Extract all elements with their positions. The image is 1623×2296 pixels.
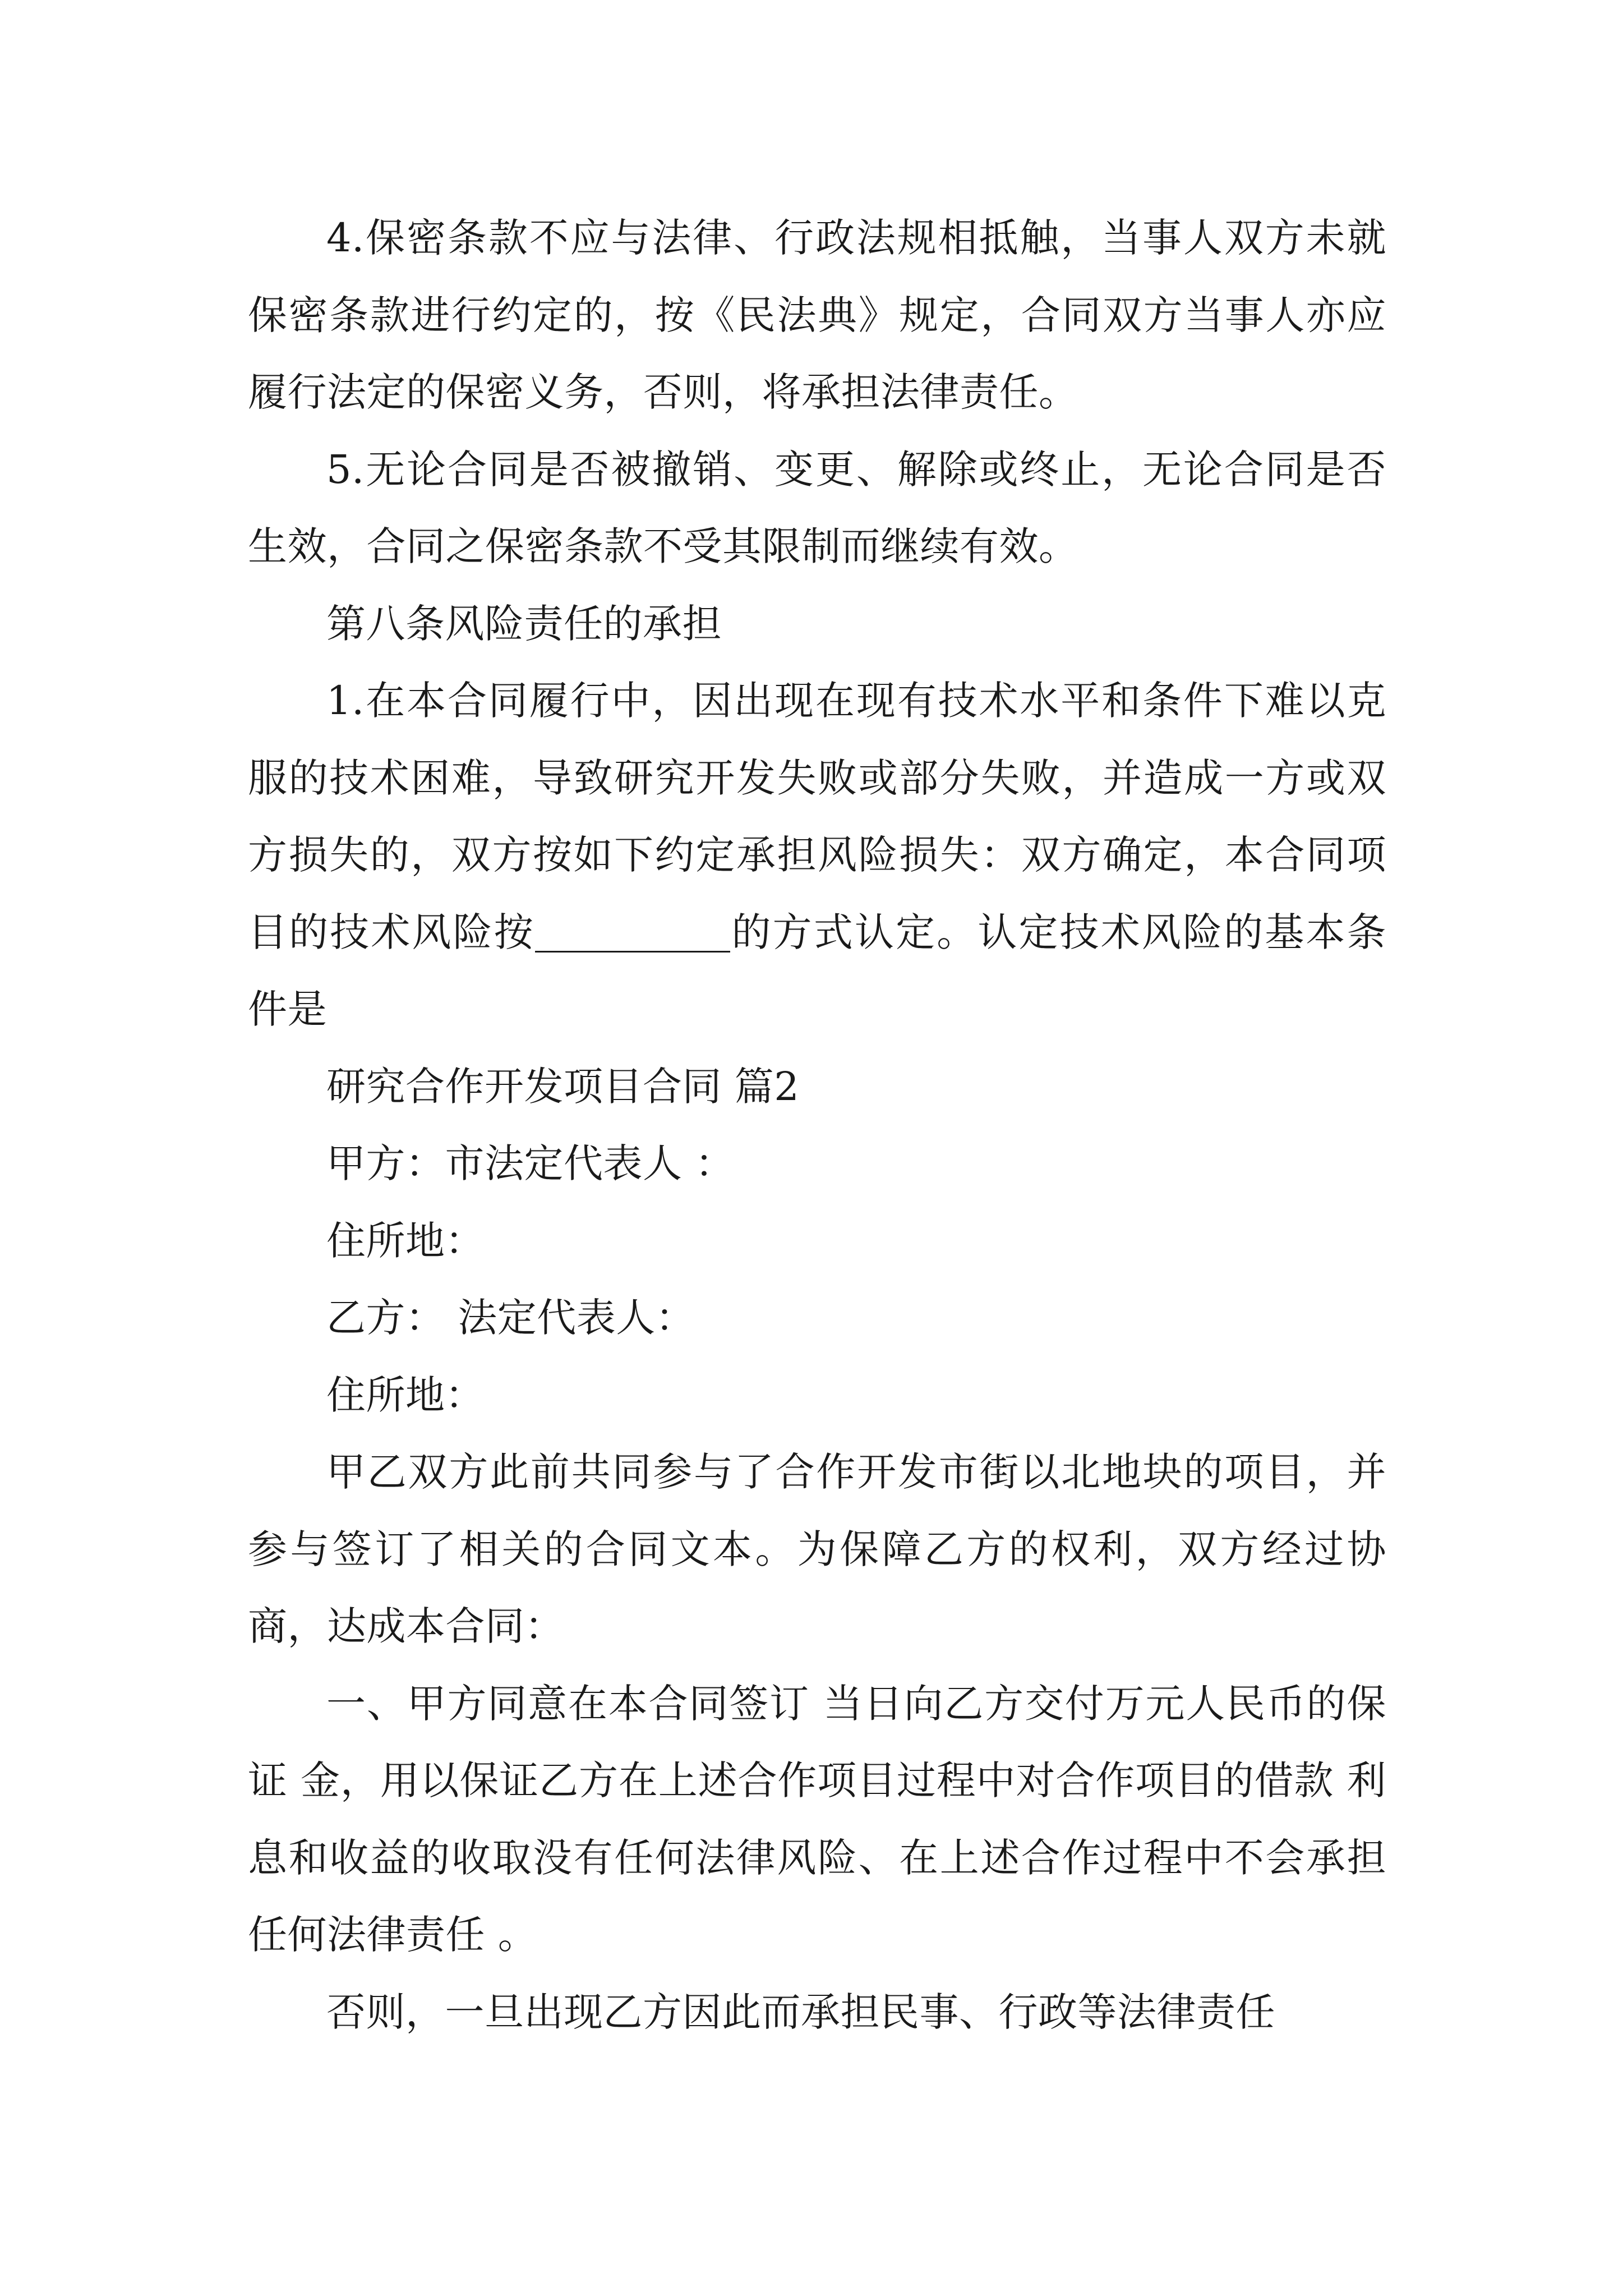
clause-1-paragraph: 一、甲方同意在本合同签订 当日向乙方交付万元人民币的保证 金，用以保证乙方在上述合作项目过程中对合作项目的借款 利息和收益的收取没有任何法律风险、在上述合作过程中不会承担任何法律责任 。 [248,1680,1386,1958]
clause-1-continuation: 否则，一旦出现乙方因此而承担民事、行政等法律责任 [326,1989,1275,2035]
risk-clause-tail: 的方式认定。认定技术风险的基本条件是 [248,909,1387,1032]
party-a-address: 住所地： [326,1217,485,1264]
party-b-address: 住所地： [326,1372,485,1418]
party-b-line: 乙方： 法定代表人： [326,1295,695,1341]
article-8-heading: 第八条风险责任的承担 [326,600,722,647]
document-body [248,200,1386,2051]
party-a-line: 甲方：市法定代表人 ： [326,1140,735,1186]
paragraph-confidentiality-5: 5.无论合同是否被撤销、变更、解除或终止，无论合同是否生效，合同之保密条款不受其限制而继续有效。 [248,446,1386,569]
contract-2-title: 研究合作开发项目合同 篇2 [326,1063,800,1110]
paragraph-confidentiality-4: 4.保密条款不应与法律、行政法规相抵触，当事人双方未就保密条款进行约定的，按《民法典》规定，合同双方当事人亦应履行法定的保密义务，否则，将承担法律责任。 [248,215,1386,415]
risk-clause-text: 1.在本合同履行中，因出现在现有技术水平和条件下难以克服的技术困难，导致研究开发失败或部分失败，并造成一方或双方损失的，双方按如下约定承担风险损失：双方确定，本合同项目的技术风险按 [248,678,1386,955]
fill-in-blank [535,912,730,953]
preamble-paragraph: 甲乙双方此前共同参与了合作开发市街以北地块的项目，并参与签订了相关的合同文本。为保障乙方的权利，双方经过协商，达成本合同： [248,1449,1386,1649]
paragraph-risk-1 [248,662,1386,1048]
